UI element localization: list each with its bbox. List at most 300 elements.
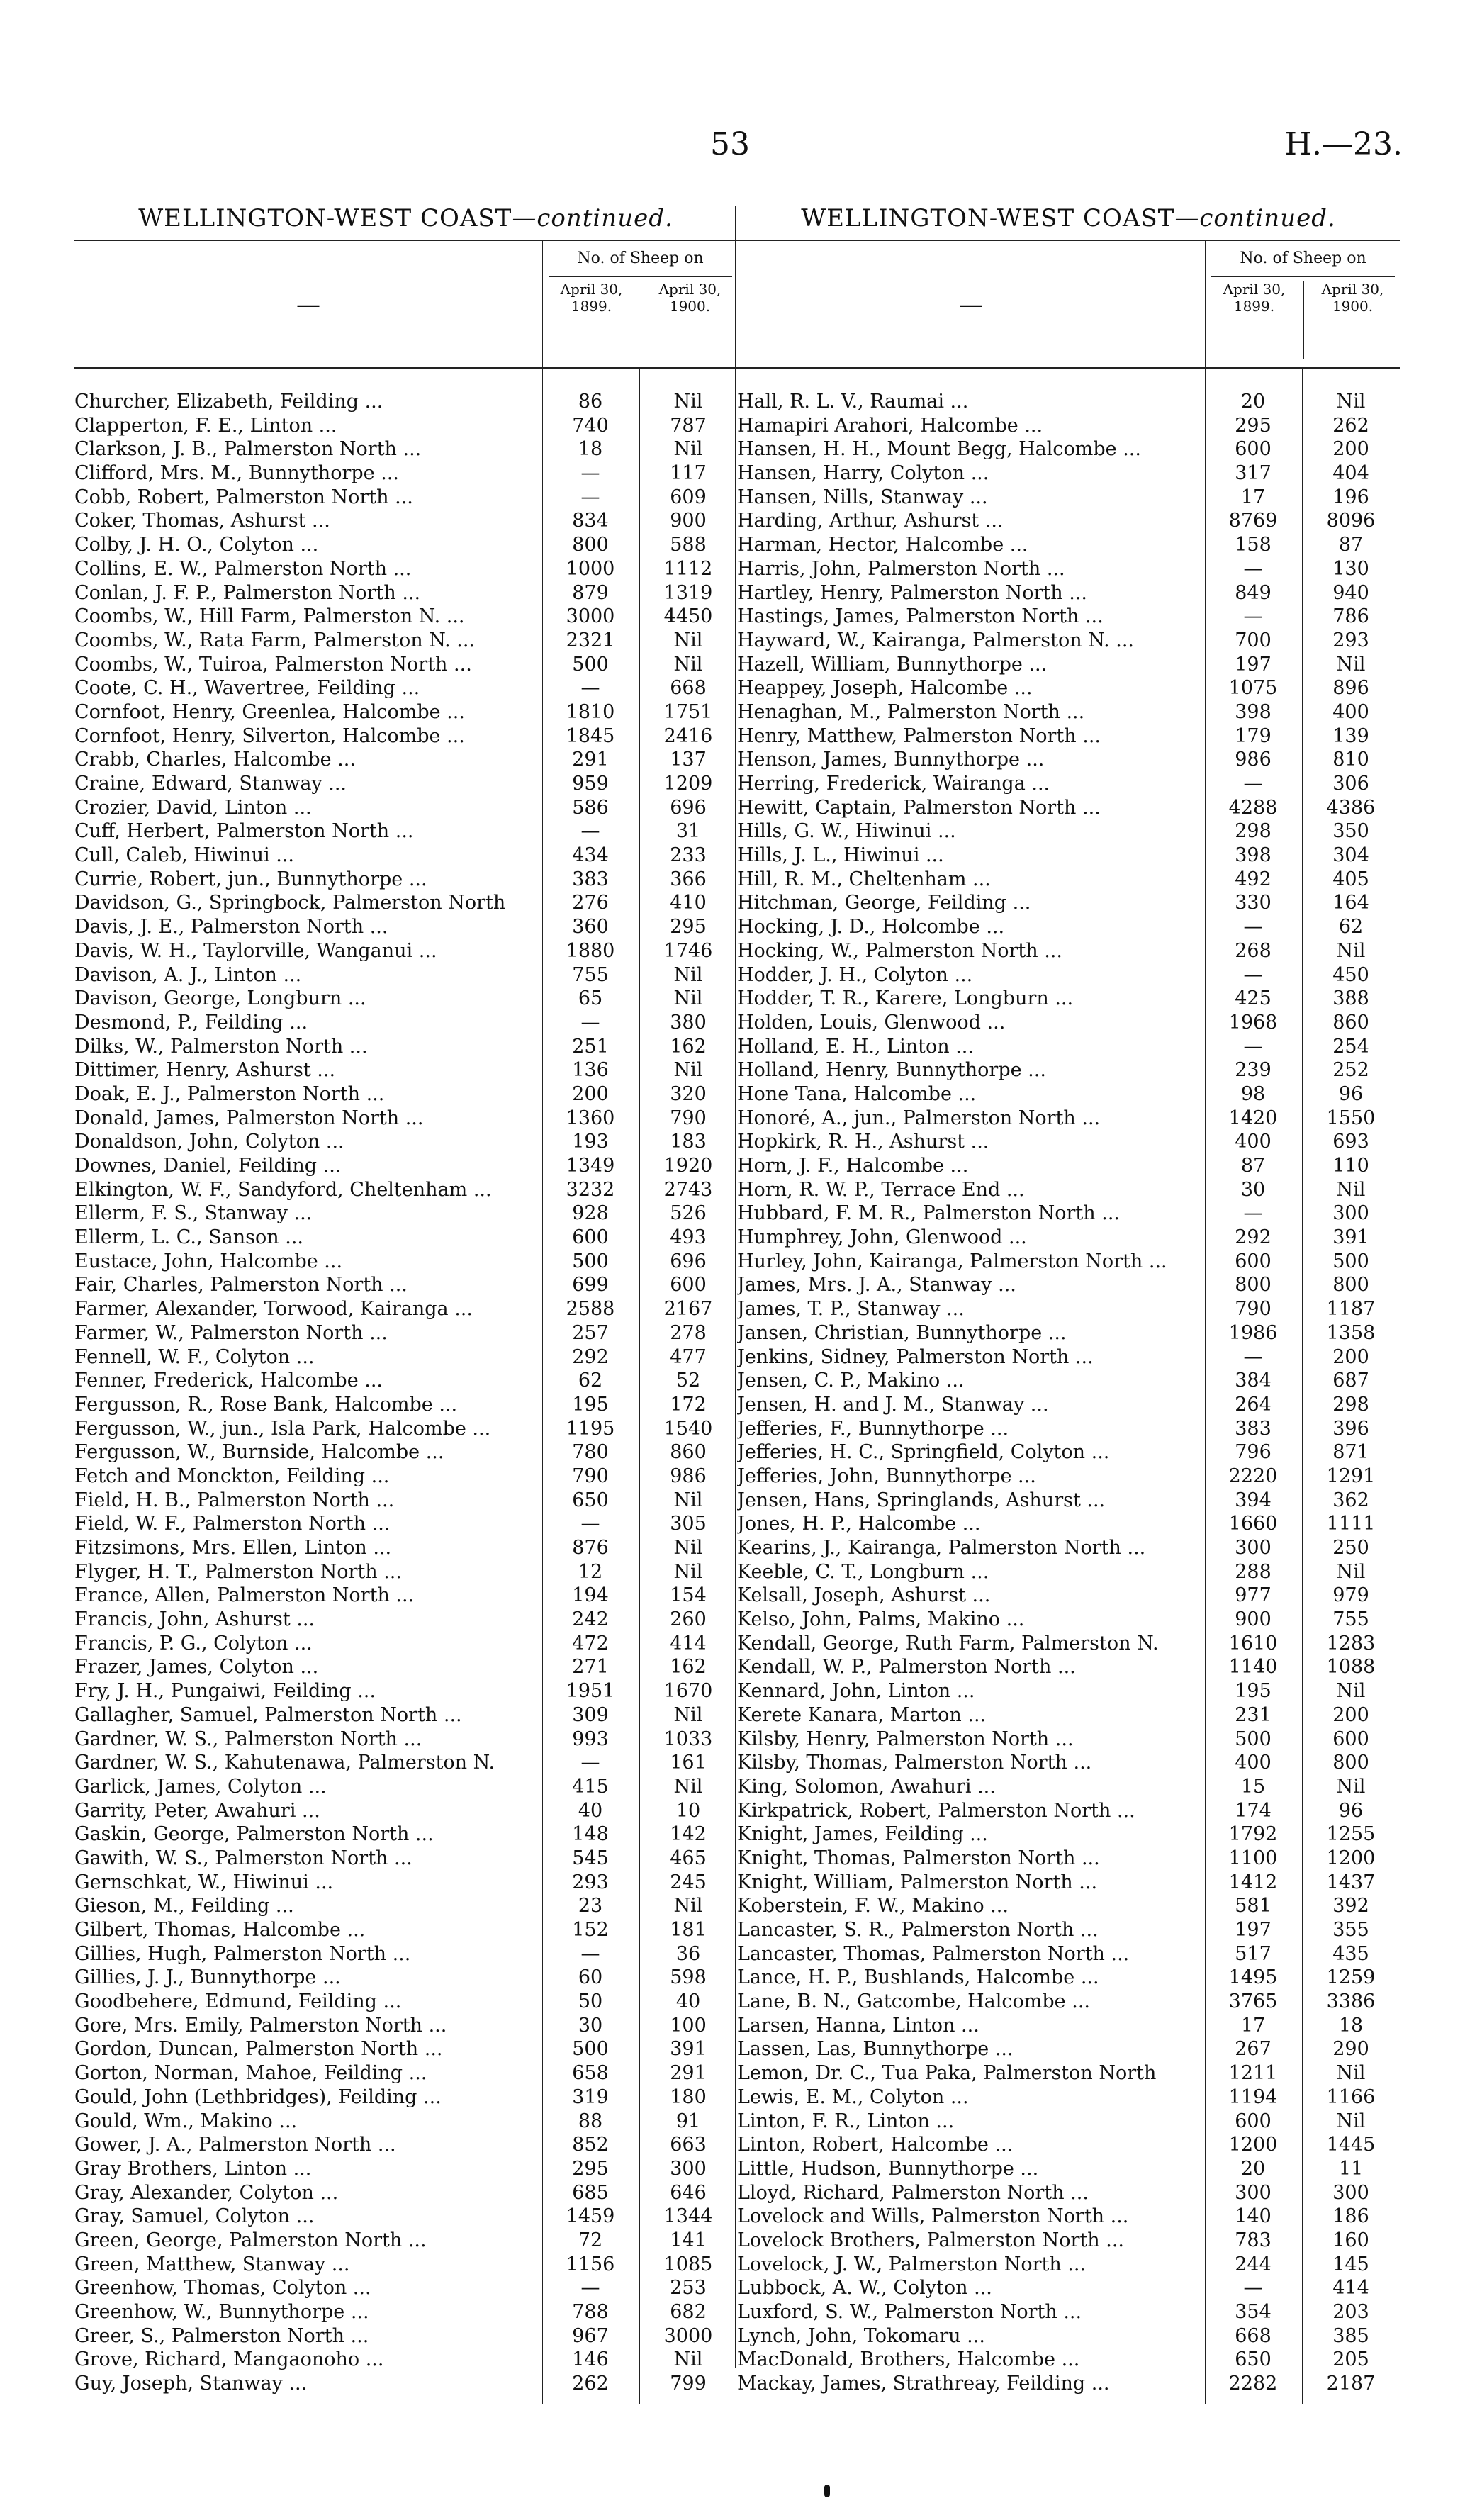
owner-name: Kelsall, Joseph, Ashurst ... xyxy=(737,1584,991,1607)
sheep-1900: 2416 xyxy=(663,724,713,747)
sheep-1899: 292 xyxy=(1235,1226,1272,1249)
owner-name: Fergusson, W., Burnside, Halcombe ... xyxy=(74,1441,444,1464)
sheep-1899: 879 xyxy=(572,581,609,604)
sheep-1899: 264 xyxy=(1235,1393,1272,1416)
sheep-1899: 140 xyxy=(1235,2205,1272,2228)
sheep-1899: 1075 xyxy=(1228,677,1278,700)
sheep-count-header xyxy=(1205,241,1400,367)
sheep-1900: Nil xyxy=(673,629,703,651)
table-row xyxy=(737,1703,1400,1727)
sheep-1900: 860 xyxy=(1332,1011,1369,1034)
table-row xyxy=(737,1942,1400,1966)
table-row xyxy=(74,939,737,963)
table-row xyxy=(74,414,737,438)
sheep-1899: 1951 xyxy=(566,1680,615,1703)
owner-name: Francis, P. G., Colyton ... xyxy=(74,1632,313,1654)
owner-name: Mackay, James, Strathreay, Feilding ... xyxy=(737,2373,1110,2395)
table-row xyxy=(74,2085,737,2110)
owner-name: Jensen, C. P., Makino ... xyxy=(737,1370,965,1392)
sheep-1900: 300 xyxy=(1332,2181,1369,2204)
owner-name: Cuff, Herbert, Palmerston North ... xyxy=(74,820,414,843)
table-row xyxy=(74,1107,737,1131)
table-row xyxy=(74,1226,737,1250)
sheep-1899: 500 xyxy=(572,653,609,676)
table-row xyxy=(737,748,1400,772)
owner-name: Davidson, G., Springbock, Palmerston North xyxy=(74,892,506,914)
sheep-1899: 650 xyxy=(1235,2348,1272,2371)
table-row xyxy=(737,1058,1400,1082)
sheep-1900: Nil xyxy=(673,1489,703,1511)
sheep-1899: 1495 xyxy=(1228,1966,1278,1989)
table-row xyxy=(737,2229,1400,2253)
sheep-1899: — xyxy=(1243,1345,1263,1368)
sheep-1900: 450 xyxy=(1332,963,1369,986)
sheep-1900: 609 xyxy=(670,486,707,508)
owner-name: Hansen, Harry, Colyton ... xyxy=(737,462,989,485)
owner-name: Jenkins, Sidney, Palmerston North ... xyxy=(737,1345,1094,1368)
table-row xyxy=(74,1632,737,1656)
table-row xyxy=(74,1918,737,1942)
table-row xyxy=(737,2181,1400,2205)
owner-name: Gore, Mrs. Emily, Palmerston North ... xyxy=(74,2014,447,2037)
table-row xyxy=(74,581,737,605)
sheep-1900: 130 xyxy=(1332,557,1369,580)
april-1899-header: April 30, 1899. xyxy=(1223,281,1286,315)
table-header xyxy=(74,240,737,369)
table-row xyxy=(74,1202,737,1226)
sheep-1899: 298 xyxy=(1235,820,1272,843)
owner-name: Kearins, J., Kairanga, Palmerston North ... xyxy=(737,1537,1146,1559)
sheep-1900: Nil xyxy=(673,1703,703,1726)
sheep-1899: 959 xyxy=(572,773,609,795)
table-row xyxy=(737,1082,1400,1107)
sheep-1900: 142 xyxy=(670,1823,707,1846)
sheep-1900: Nil xyxy=(673,1560,703,1583)
owner-name: Jefferies, John, Bunnythorpe ... xyxy=(737,1465,1036,1487)
owner-name: Holland, E. H., Linton ... xyxy=(737,1035,974,1058)
owner-name: Eustace, John, Halcombe ... xyxy=(74,1250,343,1272)
table-row xyxy=(74,2181,737,2205)
sheep-1900: 1111 xyxy=(1326,1513,1376,1535)
table-row xyxy=(737,629,1400,653)
owner-name: James, T. P., Stanway ... xyxy=(737,1298,965,1321)
owner-name: Harman, Hector, Halcombe ... xyxy=(737,534,1028,556)
sheep-1899: 136 xyxy=(572,1059,609,1082)
owner-name: Gray Brothers, Linton ... xyxy=(74,2157,312,2180)
sheep-1899: 1660 xyxy=(1228,1513,1278,1535)
sheep-1900: 161 xyxy=(670,1752,707,1774)
table-row xyxy=(737,1202,1400,1226)
table-row xyxy=(737,1727,1400,1752)
sheep-1899: — xyxy=(1243,2277,1263,2300)
page-number: 53 xyxy=(710,126,750,162)
table-row xyxy=(737,2324,1400,2348)
sheep-1899: 200 xyxy=(572,1082,609,1105)
owner-name: Henson, James, Bunnythorpe ... xyxy=(737,749,1045,771)
sheep-1899: 317 xyxy=(1235,462,1272,485)
owner-name: Dittimer, Henry, Ashurst ... xyxy=(74,1059,336,1082)
owner-name: King, Solomon, Awahuri ... xyxy=(737,1775,996,1798)
table-row xyxy=(737,939,1400,963)
table-row xyxy=(737,868,1400,892)
owner-name: Clarkson, J. B., Palmerston North ... xyxy=(74,438,422,461)
table-row xyxy=(74,2348,737,2372)
sheep-1899: 1610 xyxy=(1228,1632,1278,1654)
table-row xyxy=(74,1130,737,1154)
sheep-1900: 117 xyxy=(670,462,707,485)
sheep-1900: 4386 xyxy=(1326,796,1376,819)
sheep-1900: 1033 xyxy=(663,1727,713,1750)
table-row xyxy=(737,1011,1400,1035)
sheep-1899: 98 xyxy=(1240,1082,1266,1105)
owner-name: Lovelock Brothers, Palmerston North ... xyxy=(737,2229,1124,2251)
table-row xyxy=(737,1918,1400,1942)
sheep-1900: 233 xyxy=(670,844,707,867)
sheep-1899: 492 xyxy=(1235,868,1272,890)
sheep-1900: 4450 xyxy=(663,605,713,628)
owner-name: Kendall, W. P., Palmerston North ... xyxy=(737,1656,1076,1679)
table-row xyxy=(74,605,737,629)
table-row xyxy=(74,1584,737,1608)
sheep-1899: 783 xyxy=(1235,2229,1272,2251)
sheep-1899: 600 xyxy=(572,1226,609,1249)
sheep-1899: 967 xyxy=(572,2324,609,2347)
right-column xyxy=(737,200,1400,2396)
sheep-1899: 231 xyxy=(1235,1703,1272,1726)
owner-name: Davison, George, Longburn ... xyxy=(74,987,366,1010)
owner-name: Greenhow, W., Bunnythorpe ... xyxy=(74,2301,369,2323)
owner-name: Davis, J. E., Palmerston North ... xyxy=(74,916,388,939)
sheep-1900: 435 xyxy=(1332,1942,1369,1965)
sheep-1899: 179 xyxy=(1235,724,1272,747)
table-row xyxy=(74,1345,737,1370)
sheep-1899: 1200 xyxy=(1228,2134,1278,2156)
sheep-1899: 30 xyxy=(1240,1178,1266,1201)
sheep-1899: 650 xyxy=(572,1489,609,1511)
table-row xyxy=(74,844,737,868)
owner-name: Garrity, Peter, Awahuri ... xyxy=(74,1799,320,1822)
owner-name: Colby, J. H. O., Colyton ... xyxy=(74,534,319,556)
sheep-1899: 17 xyxy=(1240,486,1266,508)
sheep-1899: — xyxy=(580,1752,600,1774)
owner-name: Lewis, E. M., Colyton ... xyxy=(737,2085,969,2108)
owner-name: Gray, Alexander, Colyton ... xyxy=(74,2181,339,2204)
sheep-1900: 1200 xyxy=(1326,1847,1376,1869)
owner-name: Dilks, W., Palmerston North ... xyxy=(74,1035,368,1058)
sheep-1899: 394 xyxy=(1235,1489,1272,1511)
owner-name: Cobb, Robert, Palmerston North ... xyxy=(74,486,413,508)
owner-name: Davis, W. H., Taylorville, Wanganui ... xyxy=(74,939,437,962)
table-row xyxy=(737,676,1400,700)
sheep-1899: 500 xyxy=(1235,1727,1272,1750)
sheep-1900: 366 xyxy=(670,868,707,890)
sheep-1899: — xyxy=(580,677,600,700)
sheep-1900: 295 xyxy=(670,916,707,939)
table-row xyxy=(737,2014,1400,2038)
sheep-1899: 1100 xyxy=(1228,1847,1278,1869)
table-row xyxy=(737,1417,1400,1441)
sheep-1899: 257 xyxy=(572,1321,609,1344)
sheep-1899: 876 xyxy=(572,1537,609,1559)
table-row xyxy=(737,461,1400,486)
sheep-1899: — xyxy=(580,1942,600,1965)
sheep-1900: 1670 xyxy=(663,1680,713,1703)
table-row xyxy=(74,1847,737,1871)
table-row xyxy=(737,1130,1400,1154)
table-row xyxy=(737,1465,1400,1489)
column-title-suffix: —continued. xyxy=(512,204,673,233)
owner-name: Coker, Thomas, Ashurst ... xyxy=(74,510,330,532)
sheep-1899: 360 xyxy=(572,916,609,939)
table-row xyxy=(74,1465,737,1489)
sheep-1899: 600 xyxy=(1235,438,1272,461)
table-row xyxy=(737,1226,1400,1250)
sheep-1899: 1360 xyxy=(566,1107,615,1129)
table-row xyxy=(737,509,1400,533)
sheep-1900: 262 xyxy=(1332,414,1369,437)
sheep-1899: 668 xyxy=(1235,2324,1272,2347)
sheep-1900: 600 xyxy=(1332,1727,1369,1750)
sheep-1900: 110 xyxy=(1332,1155,1369,1177)
sheep-1900: 200 xyxy=(1332,1345,1369,1368)
sheep-1900: 180 xyxy=(670,2085,707,2108)
owner-name: Gray, Samuel, Colyton ... xyxy=(74,2205,315,2228)
owner-name: Holden, Louis, Glenwood ... xyxy=(737,1011,1006,1034)
sheep-1899: 755 xyxy=(572,963,609,986)
table-row xyxy=(74,868,737,892)
table-row xyxy=(74,653,737,677)
owner-name: Kilsby, Henry, Palmerston North ... xyxy=(737,1727,1074,1750)
sheep-1900: Nil xyxy=(1336,1178,1366,1201)
sheep-1900: 2743 xyxy=(663,1178,713,1201)
table-row xyxy=(74,2061,737,2085)
sheep-1900: 682 xyxy=(670,2301,707,2323)
sheep-1900: 260 xyxy=(670,1608,707,1631)
table-row xyxy=(74,461,737,486)
sheep-1900: 137 xyxy=(670,749,707,771)
sheep-1899: — xyxy=(580,1011,600,1034)
sheep-1900: Nil xyxy=(1336,1680,1366,1703)
sheep-1900: 979 xyxy=(1332,1584,1369,1607)
sheep-1899: 288 xyxy=(1235,1560,1272,1583)
table-row xyxy=(74,1727,737,1752)
owner-name: Horn, R. W. P., Terrace End ... xyxy=(737,1178,1025,1201)
table-row xyxy=(74,891,737,915)
sheep-1900: Nil xyxy=(673,438,703,461)
sheep-1900: 800 xyxy=(1332,1752,1369,1774)
owner-name: Guy, Joseph, Stanway ... xyxy=(74,2373,308,2395)
sheep-1900: 696 xyxy=(670,796,707,819)
sheep-1900: 8096 xyxy=(1326,510,1376,532)
sheep-1899: 383 xyxy=(572,868,609,890)
table-row xyxy=(74,2110,737,2134)
owner-name: Field, W. F., Palmerston North ... xyxy=(74,1513,391,1535)
table-row xyxy=(737,1369,1400,1393)
owner-name: Kendall, George, Ruth Farm, Palmerston N. xyxy=(737,1632,1159,1654)
table-row xyxy=(737,437,1400,461)
table-row xyxy=(737,1297,1400,1321)
table-row xyxy=(74,2229,737,2253)
april-1900-header: April 30, 1900. xyxy=(641,281,739,359)
sheep-1900: 254 xyxy=(1332,1035,1369,1058)
owner-name: Gordon, Duncan, Palmerston North ... xyxy=(74,2038,443,2061)
sheep-1899: 425 xyxy=(1235,987,1272,1010)
table-row xyxy=(74,1871,737,1895)
sheep-1900: Nil xyxy=(673,653,703,676)
sheep-1899: 195 xyxy=(572,1393,609,1416)
sheep-1900: 1112 xyxy=(663,557,713,580)
sheep-1899: 242 xyxy=(572,1608,609,1631)
sheep-1900: 3386 xyxy=(1326,1990,1376,2013)
sheep-1899: 1412 xyxy=(1228,1871,1278,1893)
sheep-1899: 2220 xyxy=(1228,1465,1278,1487)
table-body xyxy=(74,390,737,2396)
owner-name: Holland, Henry, Bunnythorpe ... xyxy=(737,1059,1046,1082)
table-row xyxy=(737,1894,1400,1918)
sheep-1900: 300 xyxy=(670,2157,707,2180)
sheep-1899: 928 xyxy=(572,1202,609,1225)
owner-name: Gillies, Hugh, Palmerston North ... xyxy=(74,1942,411,1965)
table-row xyxy=(737,1679,1400,1703)
owner-name: Fitzsimons, Mrs. Ellen, Linton ... xyxy=(74,1537,392,1559)
sheep-1900: 1746 xyxy=(663,939,713,962)
sheep-1899: 3232 xyxy=(566,1178,615,1201)
owner-name: Horn, J. F., Halcombe ... xyxy=(737,1155,969,1177)
sheep-1899: 581 xyxy=(1235,1895,1272,1917)
sheep-1900: 1291 xyxy=(1326,1465,1376,1487)
sheep-1899: 62 xyxy=(578,1370,603,1392)
left-column xyxy=(74,200,737,2396)
sheep-1899: 852 xyxy=(572,2134,609,2156)
table-row xyxy=(74,1536,737,1560)
sheep-1900: 871 xyxy=(1332,1441,1369,1464)
table-row xyxy=(74,1082,737,1107)
owner-name: Lancaster, S. R., Palmerston North ... xyxy=(737,1919,1099,1941)
sheep-1900: 162 xyxy=(670,1656,707,1679)
sheep-1900: 663 xyxy=(670,2134,707,2156)
sheep-1900: 164 xyxy=(1332,892,1369,914)
sheep-1899: 309 xyxy=(572,1703,609,1726)
table-row xyxy=(74,819,737,844)
sheep-1899: 319 xyxy=(572,2085,609,2108)
owner-name: Donald, James, Palmerston North ... xyxy=(74,1107,424,1129)
owner-name: Lloyd, Richard, Palmerston North ... xyxy=(737,2181,1089,2204)
sheep-1900: 405 xyxy=(1332,868,1369,890)
sheep-1900: 40 xyxy=(675,1990,701,2013)
owner-name: Hills, G. W., Hiwinui ... xyxy=(737,820,956,843)
sheep-1899: 600 xyxy=(1235,2110,1272,2132)
sheep-1899: 986 xyxy=(1235,749,1272,771)
owner-name: Desmond, P., Feilding ... xyxy=(74,1011,308,1034)
sheep-1899: 239 xyxy=(1235,1059,1272,1082)
owner-name: Lane, B. N., Gatcombe, Halcombe ... xyxy=(737,1990,1090,2013)
owner-name: Ellerm, F. S., Stanway ... xyxy=(74,1202,313,1225)
sheep-1899: 195 xyxy=(1235,1680,1272,1703)
owner-name: Koberstein, F. W., Makino ... xyxy=(737,1895,1009,1917)
sheep-1900: 253 xyxy=(670,2277,707,2300)
sheep-1900: 1550 xyxy=(1326,1107,1376,1129)
sheep-1899: 800 xyxy=(1235,1274,1272,1297)
sheep-1899: 1420 xyxy=(1228,1107,1278,1129)
sheep-1899: 300 xyxy=(1235,1537,1272,1559)
owner-name: Kilsby, Thomas, Palmerston North ... xyxy=(737,1752,1092,1774)
owner-name: Green, Matthew, Stanway ... xyxy=(74,2253,350,2275)
table-row xyxy=(737,1822,1400,1847)
owner-name: Ellerm, L. C., Sanson ... xyxy=(74,1226,303,1249)
owner-name: Jones, H. P., Halcombe ... xyxy=(737,1513,981,1535)
sheep-1900: 600 xyxy=(670,1274,707,1297)
owner-name: Farmer, Alexander, Torwood, Kairanga ... xyxy=(74,1298,473,1321)
owner-name: Lemon, Dr. C., Tua Paka, Palmerston North xyxy=(737,2062,1157,2085)
sheep-1899: 276 xyxy=(572,892,609,914)
sheep-1899: 790 xyxy=(1235,1298,1272,1321)
sheep-1900: 790 xyxy=(670,1107,707,1129)
sheep-1900: 414 xyxy=(1332,2277,1369,2300)
table-row xyxy=(737,390,1400,414)
sheep-1899: 500 xyxy=(572,2038,609,2061)
table-row xyxy=(74,1966,737,1990)
owner-name: MacDonald, Brothers, Halcombe ... xyxy=(737,2348,1080,2371)
table-row xyxy=(74,915,737,939)
table-row xyxy=(74,1035,737,1059)
sheep-1899: 685 xyxy=(572,2181,609,2204)
owner-name: Cornfoot, Henry, Greenlea, Halcombe ... xyxy=(74,700,465,723)
sheep-1899: 197 xyxy=(1235,653,1272,676)
table-row xyxy=(74,2276,737,2300)
owner-name: Gould, Wm., Makino ... xyxy=(74,2110,298,2132)
table-row xyxy=(74,748,737,772)
table-row xyxy=(74,629,737,653)
sheep-1900: 141 xyxy=(670,2229,707,2251)
sheep-1899: — xyxy=(580,2277,600,2300)
sheep-1899: 993 xyxy=(572,1727,609,1750)
table-row xyxy=(74,2372,737,2396)
sheep-1899: 3765 xyxy=(1228,1990,1278,2013)
sheep-1899: 293 xyxy=(572,1871,609,1893)
sheep-1900: 404 xyxy=(1332,462,1369,485)
owner-name: Flyger, H. T., Palmerston North ... xyxy=(74,1560,402,1583)
owner-name: Elkington, W. F., Sandyford, Cheltenham ... xyxy=(74,1178,492,1201)
owner-name: Hurley, John, Kairanga, Palmerston North ... xyxy=(737,1250,1167,1272)
sheep-1899: 291 xyxy=(572,749,609,771)
sheep-1899: 800 xyxy=(572,534,609,556)
sheep-1899: 977 xyxy=(1235,1584,1272,1607)
sheep-1900: 200 xyxy=(1332,1703,1369,1726)
sheep-1899: 1000 xyxy=(566,557,615,580)
sheep-1899: 20 xyxy=(1240,2157,1266,2180)
table-header xyxy=(737,240,1400,369)
sheep-1899: 400 xyxy=(1235,1131,1272,1153)
table-row xyxy=(737,2110,1400,2134)
owner-name: Conlan, J. F. P., Palmerston North ... xyxy=(74,581,421,604)
sheep-1900: 1319 xyxy=(663,581,713,604)
sheep-1900: 11 xyxy=(1338,2157,1364,2180)
table-row xyxy=(737,414,1400,438)
table-row xyxy=(737,915,1400,939)
column-title-suffix: —continued. xyxy=(1174,204,1336,233)
sheep-1899: 50 xyxy=(578,1990,603,2013)
sheep-1899: 17 xyxy=(1240,2014,1266,2037)
table-row xyxy=(737,700,1400,724)
sheep-1900: 1209 xyxy=(663,773,713,795)
table-row xyxy=(737,2300,1400,2324)
sheep-1899: 148 xyxy=(572,1823,609,1846)
owner-name: Goodbehere, Edmund, Feilding ... xyxy=(74,1990,402,2013)
owner-name: Harding, Arthur, Ashurst ... xyxy=(737,510,1004,532)
owner-name: Kelso, John, Palms, Makino ... xyxy=(737,1608,1025,1631)
sheep-1899: 834 xyxy=(572,510,609,532)
owner-name: Gawith, W. S., Palmerston North ... xyxy=(74,1847,412,1869)
